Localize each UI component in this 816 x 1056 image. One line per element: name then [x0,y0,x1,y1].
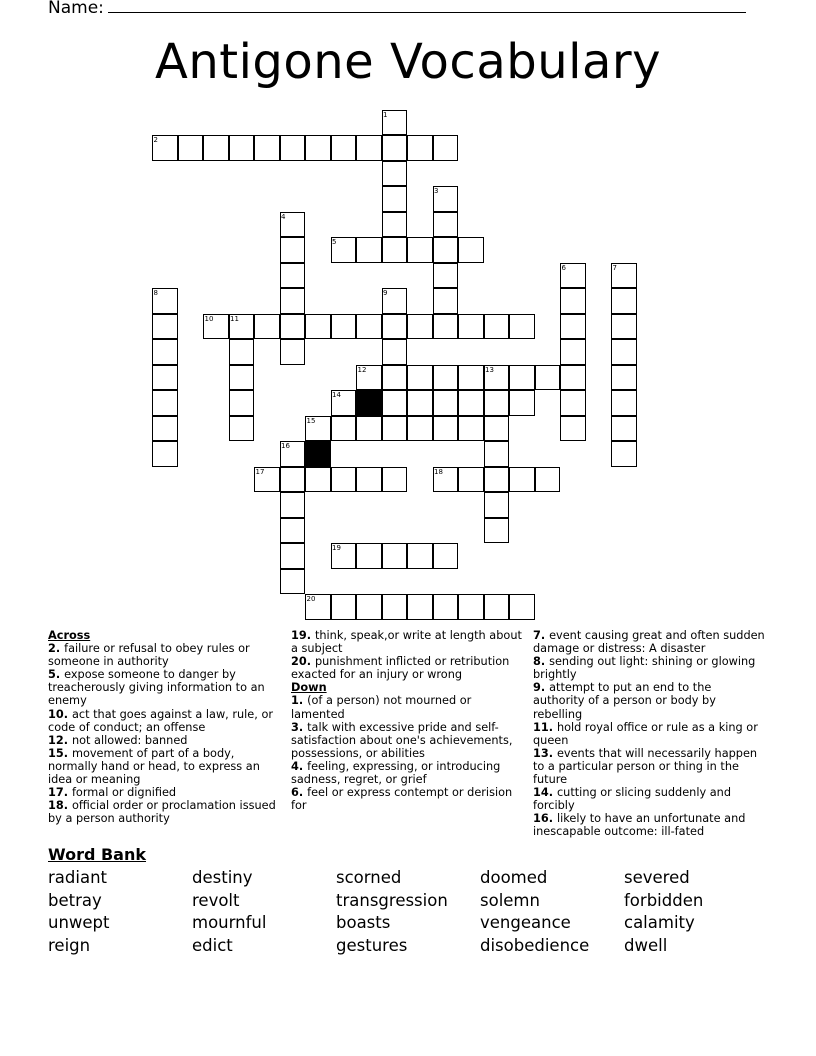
grid-cell[interactable] [382,467,408,493]
clue-19 [291,629,523,655]
word-bank-word: edict [192,935,233,955]
clue-number-15: 15 [306,416,316,425]
grid-cell[interactable] [382,543,408,569]
grid-cell[interactable] [484,594,510,620]
grid-cell[interactable] [203,135,229,161]
clue-number-8: 8 [153,289,158,297]
grid-cell[interactable] [535,365,561,391]
clue-7 [533,629,765,655]
grid-cell[interactable] [484,416,510,442]
grid-cell[interactable] [382,212,408,238]
word-bank-word: calamity [624,913,695,933]
clue-text: act that goes against a law, rule, or code of conduct; an offense [48,707,273,734]
word-bank-column [624,867,764,957]
clue-number: 7. [533,629,550,642]
clue-number: 8. [533,655,550,669]
clue-11 [533,721,765,747]
grid-cell[interactable] [229,416,255,442]
clue-text: movement of part of a body, normally hand or head, to express an idea or meaning [48,746,260,787]
clue-number: 19. [291,629,315,642]
clue-10 [48,708,280,734]
clue-number-11: 11 [230,314,239,323]
grid-cell[interactable] [356,543,382,569]
grid-cell[interactable] [382,161,408,187]
clue-number: 5. [48,668,65,682]
word-bank-word: radiant [48,868,107,887]
clue-text: expose someone to danger by treacherously giving information to an enemy [48,668,265,708]
grid-cell[interactable] [433,135,459,161]
word-bank-word: dwell [624,935,668,955]
clues-column-2 [291,629,523,812]
clue-17 [48,786,280,799]
clue-4 [291,760,523,786]
clue-12 [48,734,280,747]
grid-cell[interactable] [178,135,204,161]
grid-cell[interactable] [382,390,408,416]
clue-number-13: 13 [485,365,494,374]
grid-cell[interactable] [484,441,510,467]
clue-text: think, speak,or write at length about a subject [291,629,522,656]
grid-cell[interactable] [509,314,535,340]
clue-text: feel or express contempt or derision for [291,786,513,813]
word-bank-word: scorned [336,868,402,887]
grid-cell[interactable] [152,339,178,365]
clue-number: 3. [291,720,308,734]
grid-cell[interactable] [280,543,306,569]
word-bank-word: vengeance [480,913,571,933]
word-bank-word: revolt [192,890,240,910]
word-bank-word: destiny [192,868,253,887]
grid-cell[interactable] [254,135,280,161]
word-bank-word: forbidden [624,890,704,910]
grid-cell[interactable] [356,237,382,263]
clue-number: 2. [48,642,65,656]
grid-cell[interactable] [535,467,561,493]
grid-cell[interactable] [407,135,433,161]
word-bank-column [336,867,476,957]
clue-number-6: 6 [561,263,566,272]
clue-number-2: 2 [153,136,158,144]
clue-text: feeling, expressing, or introducing sadness, regret, or grief [291,759,501,787]
clue-number-5: 5 [332,238,337,246]
clue-text: formal or dignified [71,786,177,800]
grid-cell[interactable] [305,314,331,340]
grid-cell[interactable] [611,390,637,416]
clue-number-9: 9 [383,289,388,297]
grid-cell[interactable] [331,416,357,442]
grid-cell[interactable] [356,416,382,442]
word-bank-word: transgression [336,890,448,910]
grid-cell[interactable] [152,314,178,340]
clue-text: hold royal office or rule as a king or queen [533,720,758,747]
clue-2 [48,642,280,668]
across-heading: Across [48,629,91,642]
down-heading: Down [291,681,327,695]
black-cell [356,390,382,416]
grid-cell[interactable] [458,416,484,442]
clue-number: 6. [291,786,308,800]
clue-14 [533,786,765,812]
grid-cell[interactable] [484,467,510,493]
grid-cell[interactable] [458,237,484,263]
grid-cell[interactable] [458,314,484,340]
grid-cell[interactable] [356,135,382,161]
clue-number: 15. [48,746,72,760]
grid-cell[interactable] [305,467,331,493]
grid-cell[interactable] [433,543,459,569]
clue-number: 9. [533,681,550,695]
clue-8 [533,655,765,681]
grid-cell[interactable] [484,314,510,340]
clue-number-17: 17 [255,467,265,476]
grid-cell[interactable] [280,237,306,263]
clues-column-3 [533,629,765,839]
grid-cell[interactable] [433,594,459,620]
grid-cell[interactable] [152,365,178,391]
grid-cell[interactable] [280,467,306,493]
word-bank-word: unwept [48,913,110,933]
clue-number-18: 18 [434,467,443,476]
grid-cell[interactable] [433,365,459,391]
clue-15 [48,747,280,786]
page-title: Antigone Vocabulary [154,34,662,90]
grid-cell[interactable] [331,135,357,161]
clue-number: 1. [291,694,308,708]
word-bank-word: solemn [480,890,540,910]
grid-cell[interactable] [229,135,255,161]
clue-text: (of a person) not mourned or lamented [291,694,472,721]
clue-number: 4. [291,759,308,773]
grid-cell[interactable] [229,339,255,365]
grid-cell[interactable] [433,314,459,340]
grid-cell[interactable] [560,314,586,340]
grid-cell[interactable] [484,492,510,518]
grid-cell[interactable] [382,314,408,340]
word-bank-title: Word Bank [48,845,147,864]
word-bank-word: boasts [336,913,391,933]
word-bank-word: reign [48,935,91,955]
grid-cell[interactable] [458,390,484,416]
clue-text: punishment inflicted or retribution exacted for an injury or wrong [291,655,510,682]
grid-cell[interactable] [458,594,484,620]
grid-cell[interactable] [458,365,484,391]
grid-cell[interactable] [382,339,408,365]
clue-13 [533,747,765,786]
grid-cell[interactable] [382,186,408,212]
grid-cell[interactable] [152,390,178,416]
clue-5 [48,668,280,707]
clue-number-1: 1 [383,110,388,119]
clue-18 [48,799,280,825]
clue-number-20: 20 [306,595,316,603]
clue-number: 11. [533,720,557,734]
grid-cell[interactable] [509,467,535,493]
grid-cell[interactable] [356,467,382,493]
grid-cell[interactable] [356,314,382,340]
grid-cell[interactable] [611,339,637,365]
grid-cell[interactable] [407,390,433,416]
grid-cell[interactable] [407,416,433,442]
grid-cell[interactable] [254,314,280,340]
grid-cell[interactable] [305,135,331,161]
grid-cell[interactable] [280,569,306,595]
grid-cell[interactable] [280,135,306,161]
clue-text: cutting or slicing suddenly and forcibly [533,786,731,813]
grid-cell[interactable] [611,288,637,314]
grid-cell[interactable] [560,339,586,365]
grid-cell[interactable] [280,314,306,340]
clue-number-7: 7 [612,263,617,272]
grid-cell[interactable] [382,416,408,442]
grid-cell[interactable] [611,441,637,467]
clue-text: likely to have an unfortunate and inescapable outcome: ill-fated [533,812,746,839]
grid-cell[interactable] [560,390,586,416]
grid-cell[interactable] [407,365,433,391]
grid-cell[interactable] [509,365,535,391]
grid-cell[interactable] [356,594,382,620]
grid-cell[interactable] [280,492,306,518]
clue-number-16: 16 [281,442,290,450]
word-bank-word: mournful [192,913,267,933]
grid-cell[interactable] [433,288,459,314]
clue-number: 12. [48,733,72,747]
clue-3 [291,721,523,760]
clue-number: 20. [291,655,315,669]
grid-cell[interactable] [331,314,357,340]
grid-cell[interactable] [331,467,357,493]
grid-cell[interactable] [382,237,408,263]
word-bank-word: severed [624,868,690,887]
clue-text: events that will necessarily happen to a particular person or thing in the future [533,746,758,787]
clues-column-1 [48,629,280,825]
word-bank-word: betray [48,890,102,910]
grid-cell[interactable] [611,365,637,391]
clue-text: event causing great and often sudden damage or distress: A disaster [533,629,765,656]
grid-cell[interactable] [280,288,306,314]
clue-6 [291,786,523,812]
grid-cell[interactable] [152,416,178,442]
word-bank-word: disobedience [480,935,590,955]
clue-text: attempt to put an end to the authority of a person or body by rebelling [533,681,716,721]
clue-text: not allowed: banned [71,733,188,747]
grid-cell[interactable] [484,390,510,416]
grid-cell[interactable] [152,441,178,467]
clue-number: 10. [48,707,72,721]
clue-16 [533,812,765,838]
grid-cell[interactable] [509,390,535,416]
grid-cell[interactable] [433,390,459,416]
clue-number-19: 19 [332,544,341,552]
clue-text: talk with excessive pride and self-satisfaction about one's achievements, possessions, or abilities [291,720,513,760]
grid-cell[interactable] [560,365,586,391]
grid-cell[interactable] [433,237,459,263]
clue-number-4: 4 [281,212,286,221]
word-bank-column [192,867,332,957]
clue-number-10: 10 [204,314,214,323]
grid-cell[interactable] [382,594,408,620]
grid-cell[interactable] [280,339,306,365]
word-bank-word: gestures [336,935,408,955]
grid-cell[interactable] [560,288,586,314]
clue-text: failure or refusal to obey rules or someone in authority [48,642,250,669]
grid-cell[interactable] [433,263,459,289]
clue-number-14: 14 [332,391,341,399]
grid-cell[interactable] [611,314,637,340]
grid-cell[interactable] [280,518,306,544]
clue-number: 18. [48,799,72,813]
word-bank-column [480,867,620,957]
grid-cell[interactable] [407,543,433,569]
clue-1 [291,694,523,720]
clue-number: 14. [533,786,557,800]
clue-9 [533,681,765,720]
grid-cell[interactable] [407,594,433,620]
grid-cell[interactable] [433,212,459,238]
grid-cell[interactable] [229,390,255,416]
grid-cell[interactable] [433,416,459,442]
grid-cell[interactable] [407,237,433,263]
grid-cell[interactable] [484,518,510,544]
grid-cell[interactable] [229,365,255,391]
grid-cell[interactable] [509,594,535,620]
clue-20 [291,655,523,681]
grid-cell[interactable] [407,314,433,340]
grid-cell[interactable] [560,416,586,442]
clue-number: 13. [533,746,557,760]
word-bank-word: doomed [480,868,548,887]
clue-number: 16. [533,812,557,826]
clue-text: official order or proclamation issued by a person authority [48,799,276,826]
grid-cell[interactable] [382,135,408,161]
clue-text: sending out light: shining or glowing brightly [533,655,756,682]
clue-number-12: 12 [357,365,367,374]
grid-cell[interactable] [458,467,484,493]
clue-number-3: 3 [434,187,439,195]
grid-cell[interactable] [331,594,357,620]
grid-cell[interactable] [280,263,306,289]
name-label: Name: [48,0,104,18]
grid-cell[interactable] [611,416,637,442]
clue-number: 17. [48,786,72,800]
grid-cell[interactable] [382,365,408,391]
word-bank-column [48,867,188,957]
black-cell [305,441,331,467]
